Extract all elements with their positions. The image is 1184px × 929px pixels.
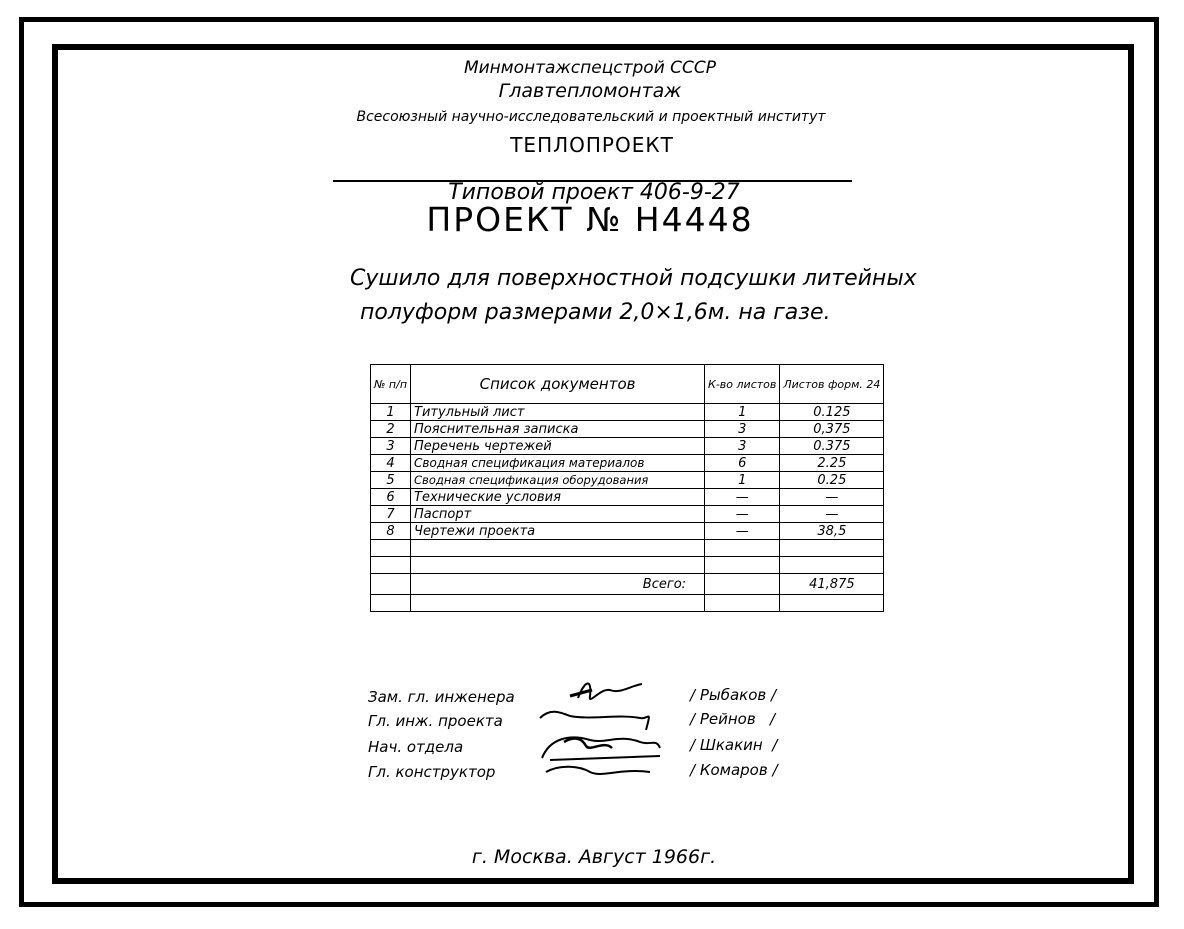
row-sheets: 2.25 <box>780 455 884 472</box>
row-count: — <box>705 523 780 540</box>
row-count: — <box>705 489 780 506</box>
table-row <box>371 506 884 523</box>
table-row <box>371 472 884 489</box>
row-name: Сводная спецификация оборудования <box>411 472 705 489</box>
row-num: 2 <box>371 421 411 438</box>
table-row-empty <box>371 557 884 574</box>
header-count: К-во листов <box>705 365 780 404</box>
row-num: 6 <box>371 489 411 506</box>
row-sheets: — <box>780 506 884 523</box>
table-row <box>371 421 884 438</box>
row-name: Технические условия <box>411 489 705 506</box>
signature-name-2-text: Рейнов <box>699 710 756 728</box>
handwritten-signatures <box>530 668 690 788</box>
signature-name-1-text: Рыбаков <box>699 686 767 704</box>
row-num: 3 <box>371 438 411 455</box>
row-name: Перечень чертежей <box>411 438 705 455</box>
signature-name-4-text: Комаров <box>699 761 768 779</box>
row-sheets: 0,375 <box>780 421 884 438</box>
typical-project-label: Типовой проект 406-9-27 <box>448 180 740 205</box>
row-sheets: — <box>780 489 884 506</box>
signature-name-2: / Рейнов / <box>690 710 776 728</box>
row-num: 4 <box>371 455 411 472</box>
row-name: Титульный лист <box>411 404 705 421</box>
row-sheets: 38,5 <box>780 523 884 540</box>
project-number: ПРОЕКТ № Н4448 <box>426 200 754 239</box>
table-row-empty <box>371 595 884 612</box>
header-name: Список документов <box>411 365 705 404</box>
table-row <box>371 523 884 540</box>
footer-place-date: г. Москва. Август 1966г. <box>471 846 717 868</box>
signature-name-3: / Шкакин / <box>690 736 778 754</box>
signature-name-3-text: Шкакин <box>699 736 763 754</box>
row-name: Чертежи проекта <box>411 523 705 540</box>
row-count: 1 <box>705 472 780 489</box>
table-row <box>371 489 884 506</box>
table-row-empty <box>371 540 884 557</box>
description-line-2: полуформ размерами 2,0×1,6м. на газе. <box>360 300 831 325</box>
row-num: 8 <box>371 523 411 540</box>
row-sheets: 0.25 <box>780 472 884 489</box>
row-count: 3 <box>705 421 780 438</box>
row-num: 1 <box>371 404 411 421</box>
row-name: Пояснительная записка <box>411 421 705 438</box>
institute-description: Всесоюзный научно-исследовательский и проектный институт <box>356 109 826 125</box>
header-num: № п/п <box>371 365 411 404</box>
signature-role-4: Гл. конструктор <box>368 763 496 781</box>
row-name: Сводная спецификация материалов <box>411 455 705 472</box>
row-num: 5 <box>371 472 411 489</box>
header-sheets: Листов форм. 24 <box>780 365 884 404</box>
description-line-1: Сушило для поверхностной подсушки литейных <box>350 266 917 291</box>
ministry-title: Минмонтажспецстрой СССР <box>463 58 717 78</box>
department-title: Главтепломонтаж <box>498 80 682 102</box>
row-num: 7 <box>371 506 411 523</box>
row-sheets: 0.375 <box>780 438 884 455</box>
table-row <box>371 438 884 455</box>
table-total-row <box>371 574 884 595</box>
signature-role-3: Нач. отдела <box>368 738 464 756</box>
signature-name-1: / Рыбаков / <box>690 686 777 704</box>
table-header-row <box>371 365 884 404</box>
row-count: — <box>705 506 780 523</box>
row-count: 6 <box>705 455 780 472</box>
signature-role-2: Гл. инж. проекта <box>368 712 503 730</box>
table-row <box>371 404 884 421</box>
documents-table <box>370 364 884 612</box>
table-row <box>371 455 884 472</box>
signature-role-1: Зам. гл. инженера <box>368 688 515 706</box>
total-value: 41,875 <box>780 574 884 595</box>
signature-name-4: / Комаров / <box>690 761 778 779</box>
row-name: Паспорт <box>411 506 705 523</box>
row-sheets: 0.125 <box>780 404 884 421</box>
total-label: Всего: <box>411 574 705 595</box>
row-count: 1 <box>705 404 780 421</box>
row-count: 3 <box>705 438 780 455</box>
institute-name: ТЕПЛОПРОЕКТ <box>510 133 674 157</box>
